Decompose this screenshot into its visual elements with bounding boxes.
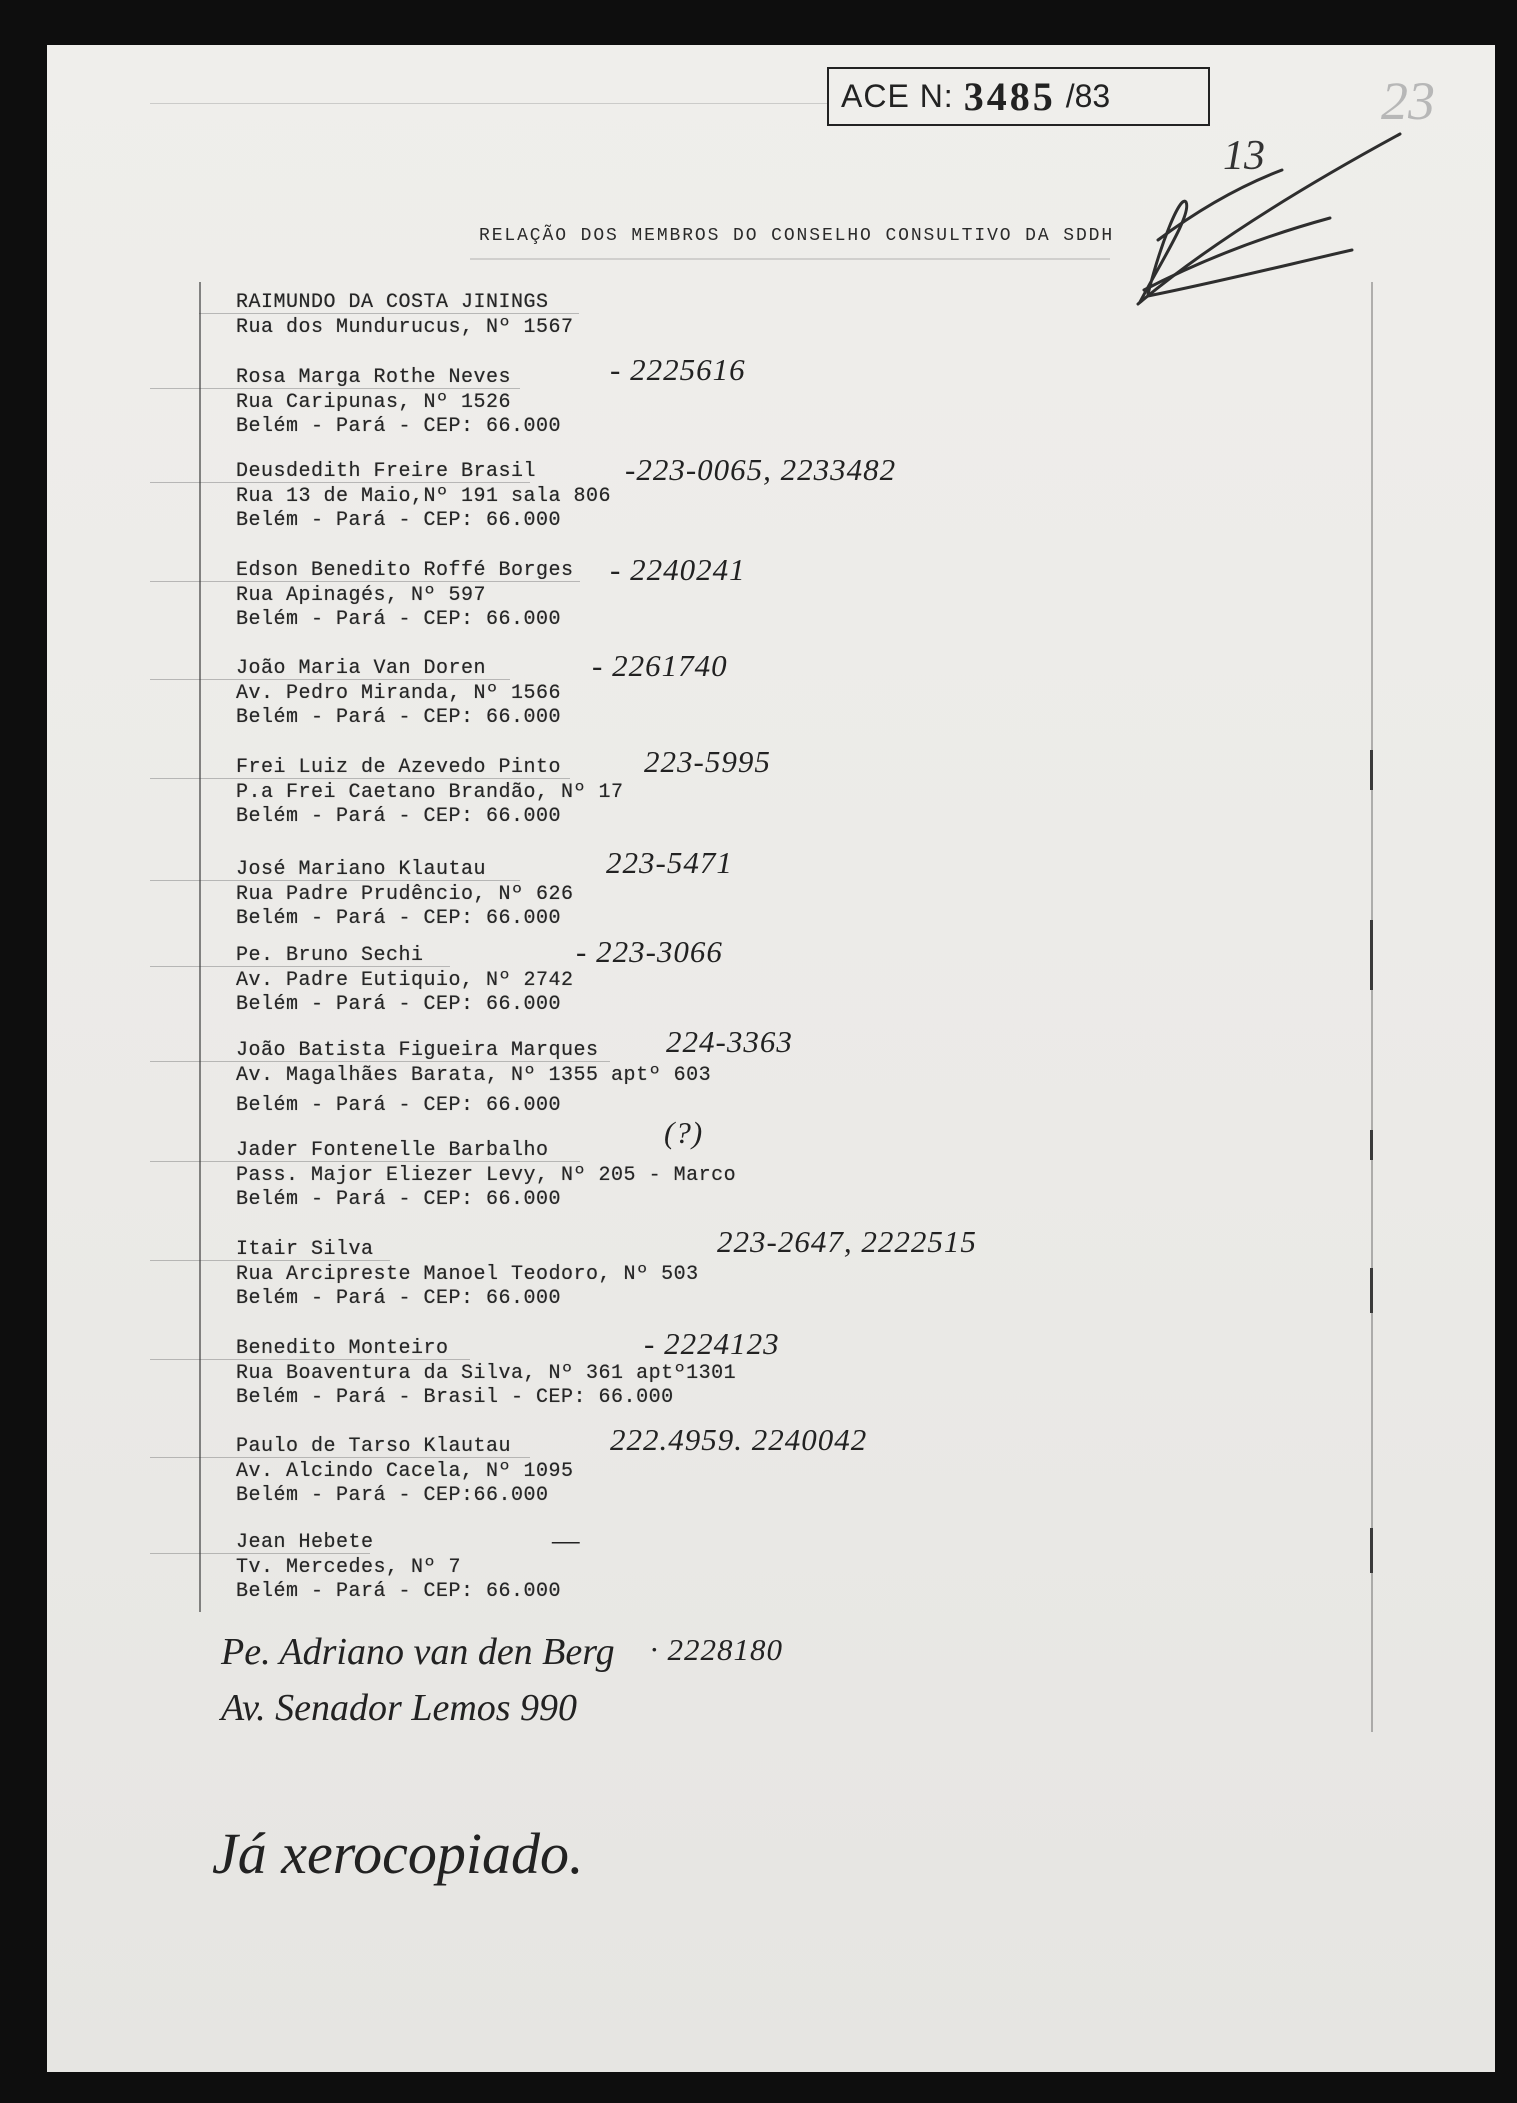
member-entry — [236, 756, 624, 830]
member-name: Rosa Marga Rothe Neves — [236, 366, 512, 389]
faint-page-number: 23 — [1381, 71, 1435, 131]
handwritten-extra-name: Pe. Adriano van den Berg — [221, 1631, 615, 1673]
member-entry — [236, 657, 561, 731]
member-address: Tv. Mercedes, Nº 7 — [236, 1555, 462, 1579]
member-city: Belém - Pará - CEP: 66.000 — [236, 415, 562, 438]
member-entry — [236, 858, 574, 932]
member-entry — [236, 366, 561, 440]
member-entry — [236, 1435, 574, 1509]
right-margin-line — [1371, 282, 1373, 1732]
handwritten-extra-address: Av. Senador Lemos 990 — [221, 1687, 578, 1729]
member-entry — [236, 1531, 561, 1605]
right-margin-mark — [1370, 750, 1373, 790]
member-name: José Mariano Klautau — [236, 858, 487, 881]
left-margin-line — [199, 282, 201, 1612]
stamp-prefix: ACE N: — [841, 78, 954, 114]
member-name: João Maria Van Doren — [236, 657, 487, 680]
member-address: Rua Apinagés, Nº 597 — [236, 583, 487, 607]
member-city: Belém - Pará - CEP: 66.000 — [236, 993, 562, 1016]
member-city: Belém - Pará - CEP: 66.000 — [236, 509, 562, 532]
member-address: Av. Padre Eutiquio, Nº 2742 — [236, 968, 574, 992]
right-margin-mark — [1370, 920, 1373, 990]
member-city: Belém - Pará - CEP: 66.000 — [236, 608, 562, 631]
member-address: Rua dos Mundurucus, Nº 1567 — [236, 315, 574, 339]
member-phone: (?) — [664, 1115, 704, 1150]
member-city: Belém - Pará - CEP: 66.000 — [236, 907, 562, 930]
member-name: Edson Benedito Roffé Borges — [236, 559, 574, 582]
member-phone: - 2224123 — [644, 1326, 780, 1361]
member-phone: 223-5471 — [606, 845, 733, 880]
member-phone: - 2240241 — [610, 552, 746, 587]
member-name: Itair Silva — [236, 1238, 374, 1261]
member-name: Jader Fontenelle Barbalho — [236, 1139, 549, 1162]
member-city: Belém - Pará - CEP: 66.000 — [236, 805, 562, 828]
member-phone: — — [552, 1522, 581, 1557]
title-underline — [470, 258, 1110, 260]
member-name: Paulo de Tarso Klautau — [236, 1435, 512, 1458]
member-entry — [236, 559, 574, 633]
member-phone: 224-3363 — [666, 1024, 793, 1059]
member-city: Belém - Pará - CEP: 66.000 — [236, 1580, 562, 1603]
pen-scribble — [1100, 90, 1480, 330]
member-address: Rua Arcipreste Manoel Teodoro, Nº 503 — [236, 1262, 699, 1286]
member-phone: -223-0065, 2233482 — [625, 452, 897, 487]
member-city: Belém - Pará - CEP: 66.000 — [236, 1188, 562, 1211]
right-margin-mark — [1370, 1268, 1373, 1313]
member-entry — [236, 460, 611, 534]
member-name: RAIMUNDO DA COSTA JININGS — [236, 291, 549, 314]
member-address: Rua 13 de Maio,Nº 191 sala 806 — [236, 484, 612, 508]
member-address: Av. Pedro Miranda, Nº 1566 — [236, 681, 562, 705]
stamp-number: 3485 — [963, 74, 1056, 119]
member-name: Frei Luiz de Azevedo Pinto — [236, 756, 562, 779]
member-entry — [236, 1039, 711, 1119]
handwritten-extra-phone: · 2228180 — [650, 1632, 783, 1667]
member-entry — [236, 944, 574, 1018]
member-phone: 223-5995 — [644, 744, 771, 779]
member-name: Pe. Bruno Sechi — [236, 944, 424, 967]
member-entry — [236, 1238, 699, 1312]
top-faint-line — [150, 103, 827, 104]
member-city: Belém - Pará - CEP: 66.000 — [236, 1094, 562, 1117]
member-address: Pass. Major Eliezer Levy, Nº 205 - Marco — [236, 1163, 737, 1187]
member-phone: 223-2647, 2222515 — [717, 1224, 977, 1259]
member-city: Belém - Pará - CEP: 66.000 — [236, 706, 562, 729]
member-entry — [236, 291, 574, 340]
member-address: Av. Alcindo Cacela, Nº 1095 — [236, 1459, 574, 1483]
handwritten-note: Já xerocopiado. — [212, 1821, 584, 1886]
right-margin-mark — [1370, 1130, 1373, 1160]
member-city: Belém - Pará - CEP: 66.000 — [236, 1287, 562, 1310]
member-name: Benedito Monteiro — [236, 1337, 449, 1360]
member-city: Belém - Pará - CEP:66.000 — [236, 1484, 549, 1507]
member-address: Rua Caripunas, Nº 1526 — [236, 390, 512, 414]
member-name: Jean Hebete — [236, 1531, 374, 1554]
page-number: 13 — [1223, 133, 1265, 179]
document-title: RELAÇÃO DOS MEMBROS DO CONSELHO CONSULTIVO DA SDDH — [479, 226, 1115, 246]
member-name: João Batista Figueira Marques — [236, 1039, 599, 1062]
member-phone: - 2261740 — [592, 648, 728, 683]
member-phone: - 223-3066 — [576, 934, 723, 969]
member-entry — [236, 1139, 736, 1213]
member-address: Rua Padre Prudêncio, Nº 626 — [236, 882, 574, 906]
member-city: Belém - Pará - Brasil - CEP: 66.000 — [236, 1386, 674, 1409]
right-margin-mark — [1370, 1528, 1373, 1573]
member-phone: - 2225616 — [610, 352, 746, 387]
member-address: Rua Boaventura da Silva, Nº 361 aptº1301 — [236, 1361, 737, 1385]
member-address: Av. Magalhães Barata, Nº 1355 aptº 603 — [236, 1063, 712, 1087]
member-address: P.a Frei Caetano Brandão, Nº 17 — [236, 780, 624, 804]
member-phone: 222.4959. 2240042 — [610, 1422, 868, 1457]
stamp-suffix: /83 — [1065, 78, 1111, 114]
member-name: Deusdedith Freire Brasil — [236, 460, 537, 483]
